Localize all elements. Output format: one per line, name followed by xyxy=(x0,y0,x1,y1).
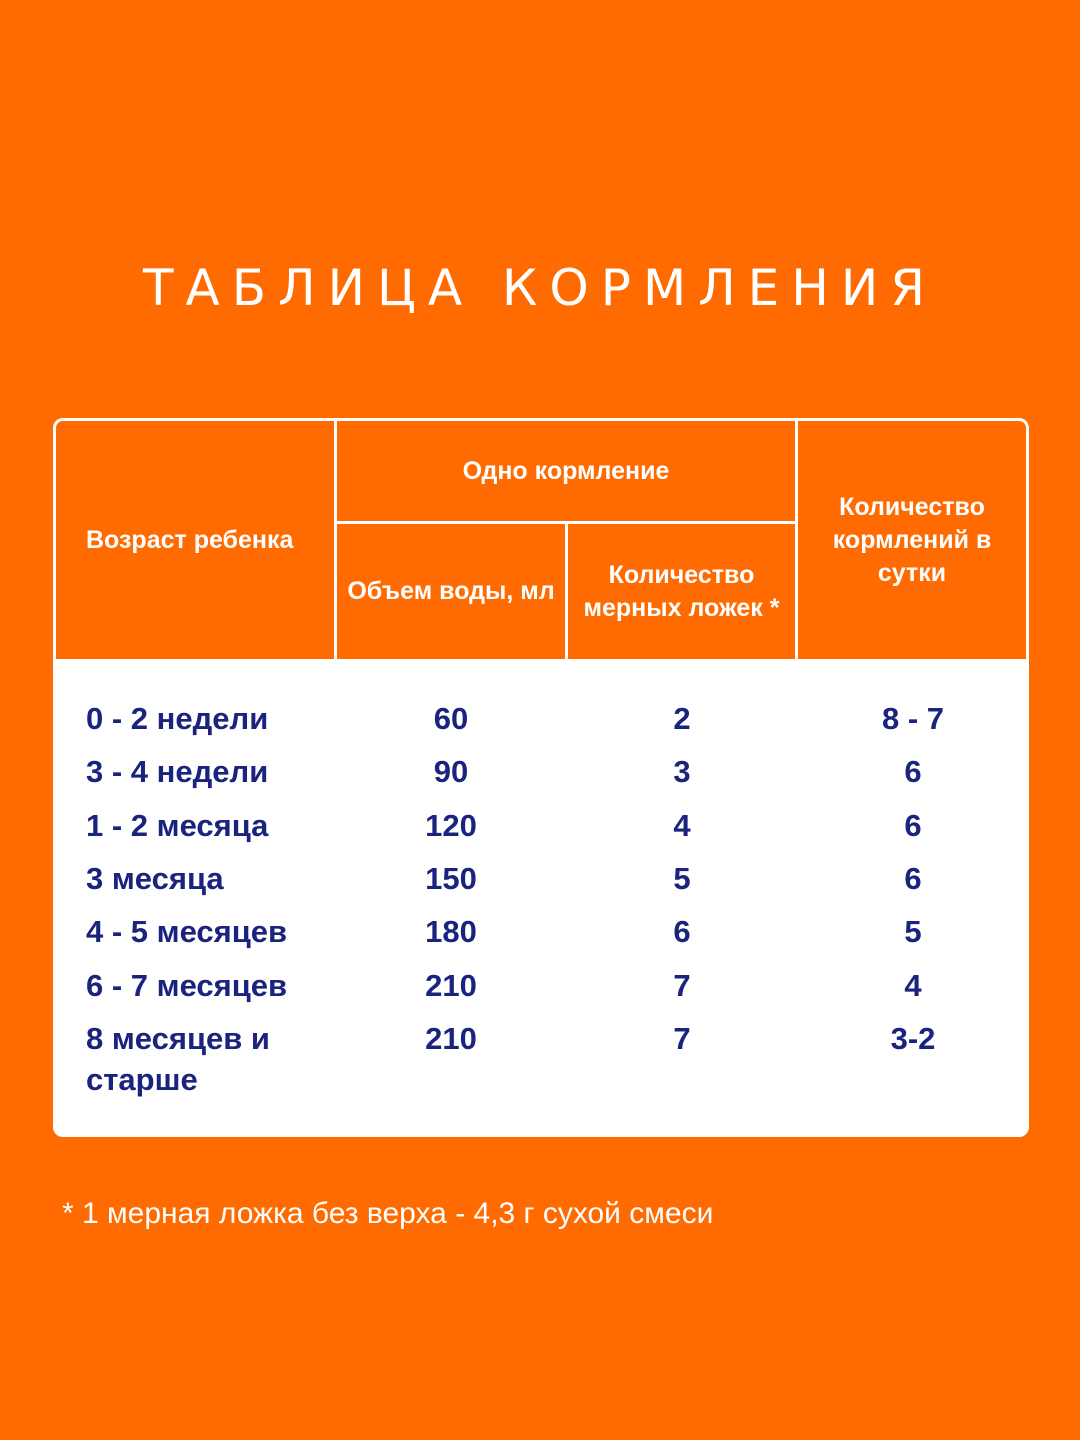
per-day-cell: 8 - 7 xyxy=(881,701,945,736)
spoons-cell: 7 xyxy=(673,968,691,1003)
water-cell: 120 xyxy=(425,808,477,843)
header-age: Возраст ребенка xyxy=(56,421,334,659)
age-cell: 0 - 2 недели xyxy=(86,701,269,736)
footnote: * 1 мерная ложка без верха - 4,3 г сухой смеси xyxy=(62,1197,714,1230)
water-cell: 90 xyxy=(433,754,469,789)
per-day-cell: 6 xyxy=(904,861,922,896)
water-cell: 150 xyxy=(425,861,477,896)
page-title: ТАБЛИЦА КОРМЛЕНИЯ xyxy=(142,259,938,317)
header-water-volume: Объем воды, мл xyxy=(337,524,565,659)
spoons-cell: 7 xyxy=(673,1021,691,1056)
per-day-cell: 6 xyxy=(904,808,922,843)
age-cell: 4 - 5 месяцев xyxy=(86,914,288,949)
header-spoons: Количество мерных ложек * xyxy=(568,524,795,659)
water-cell: 60 xyxy=(433,701,469,736)
age-cell: 3 - 4 недели xyxy=(86,754,269,789)
header-single-feeding: Одно кормление xyxy=(337,421,795,521)
age-cell: 6 - 7 месяцев xyxy=(86,968,288,1003)
spoons-cell: 3 xyxy=(673,754,691,789)
spoons-cell: 4 xyxy=(673,808,691,843)
age-cell: 8 месяцев и старше xyxy=(86,1021,270,1097)
water-cell: 210 xyxy=(425,968,477,1003)
feeding-table xyxy=(53,418,1029,1137)
water-cell: 180 xyxy=(425,914,477,949)
per-day-cell: 5 xyxy=(904,914,922,949)
water-cell: 210 xyxy=(425,1021,477,1056)
age-cell: 3 месяца xyxy=(86,861,224,896)
per-day-cell: 6 xyxy=(904,754,922,789)
per-day-cell: 3-2 xyxy=(890,1021,936,1056)
header-feedings-per-day: Количество кормлений в сутки xyxy=(798,421,1026,659)
spoons-cell: 6 xyxy=(673,914,691,949)
spoons-cell: 2 xyxy=(673,701,691,736)
per-day-cell: 4 xyxy=(904,968,922,1003)
spoons-cell: 5 xyxy=(673,861,691,896)
age-cell: 1 - 2 месяца xyxy=(86,808,269,843)
